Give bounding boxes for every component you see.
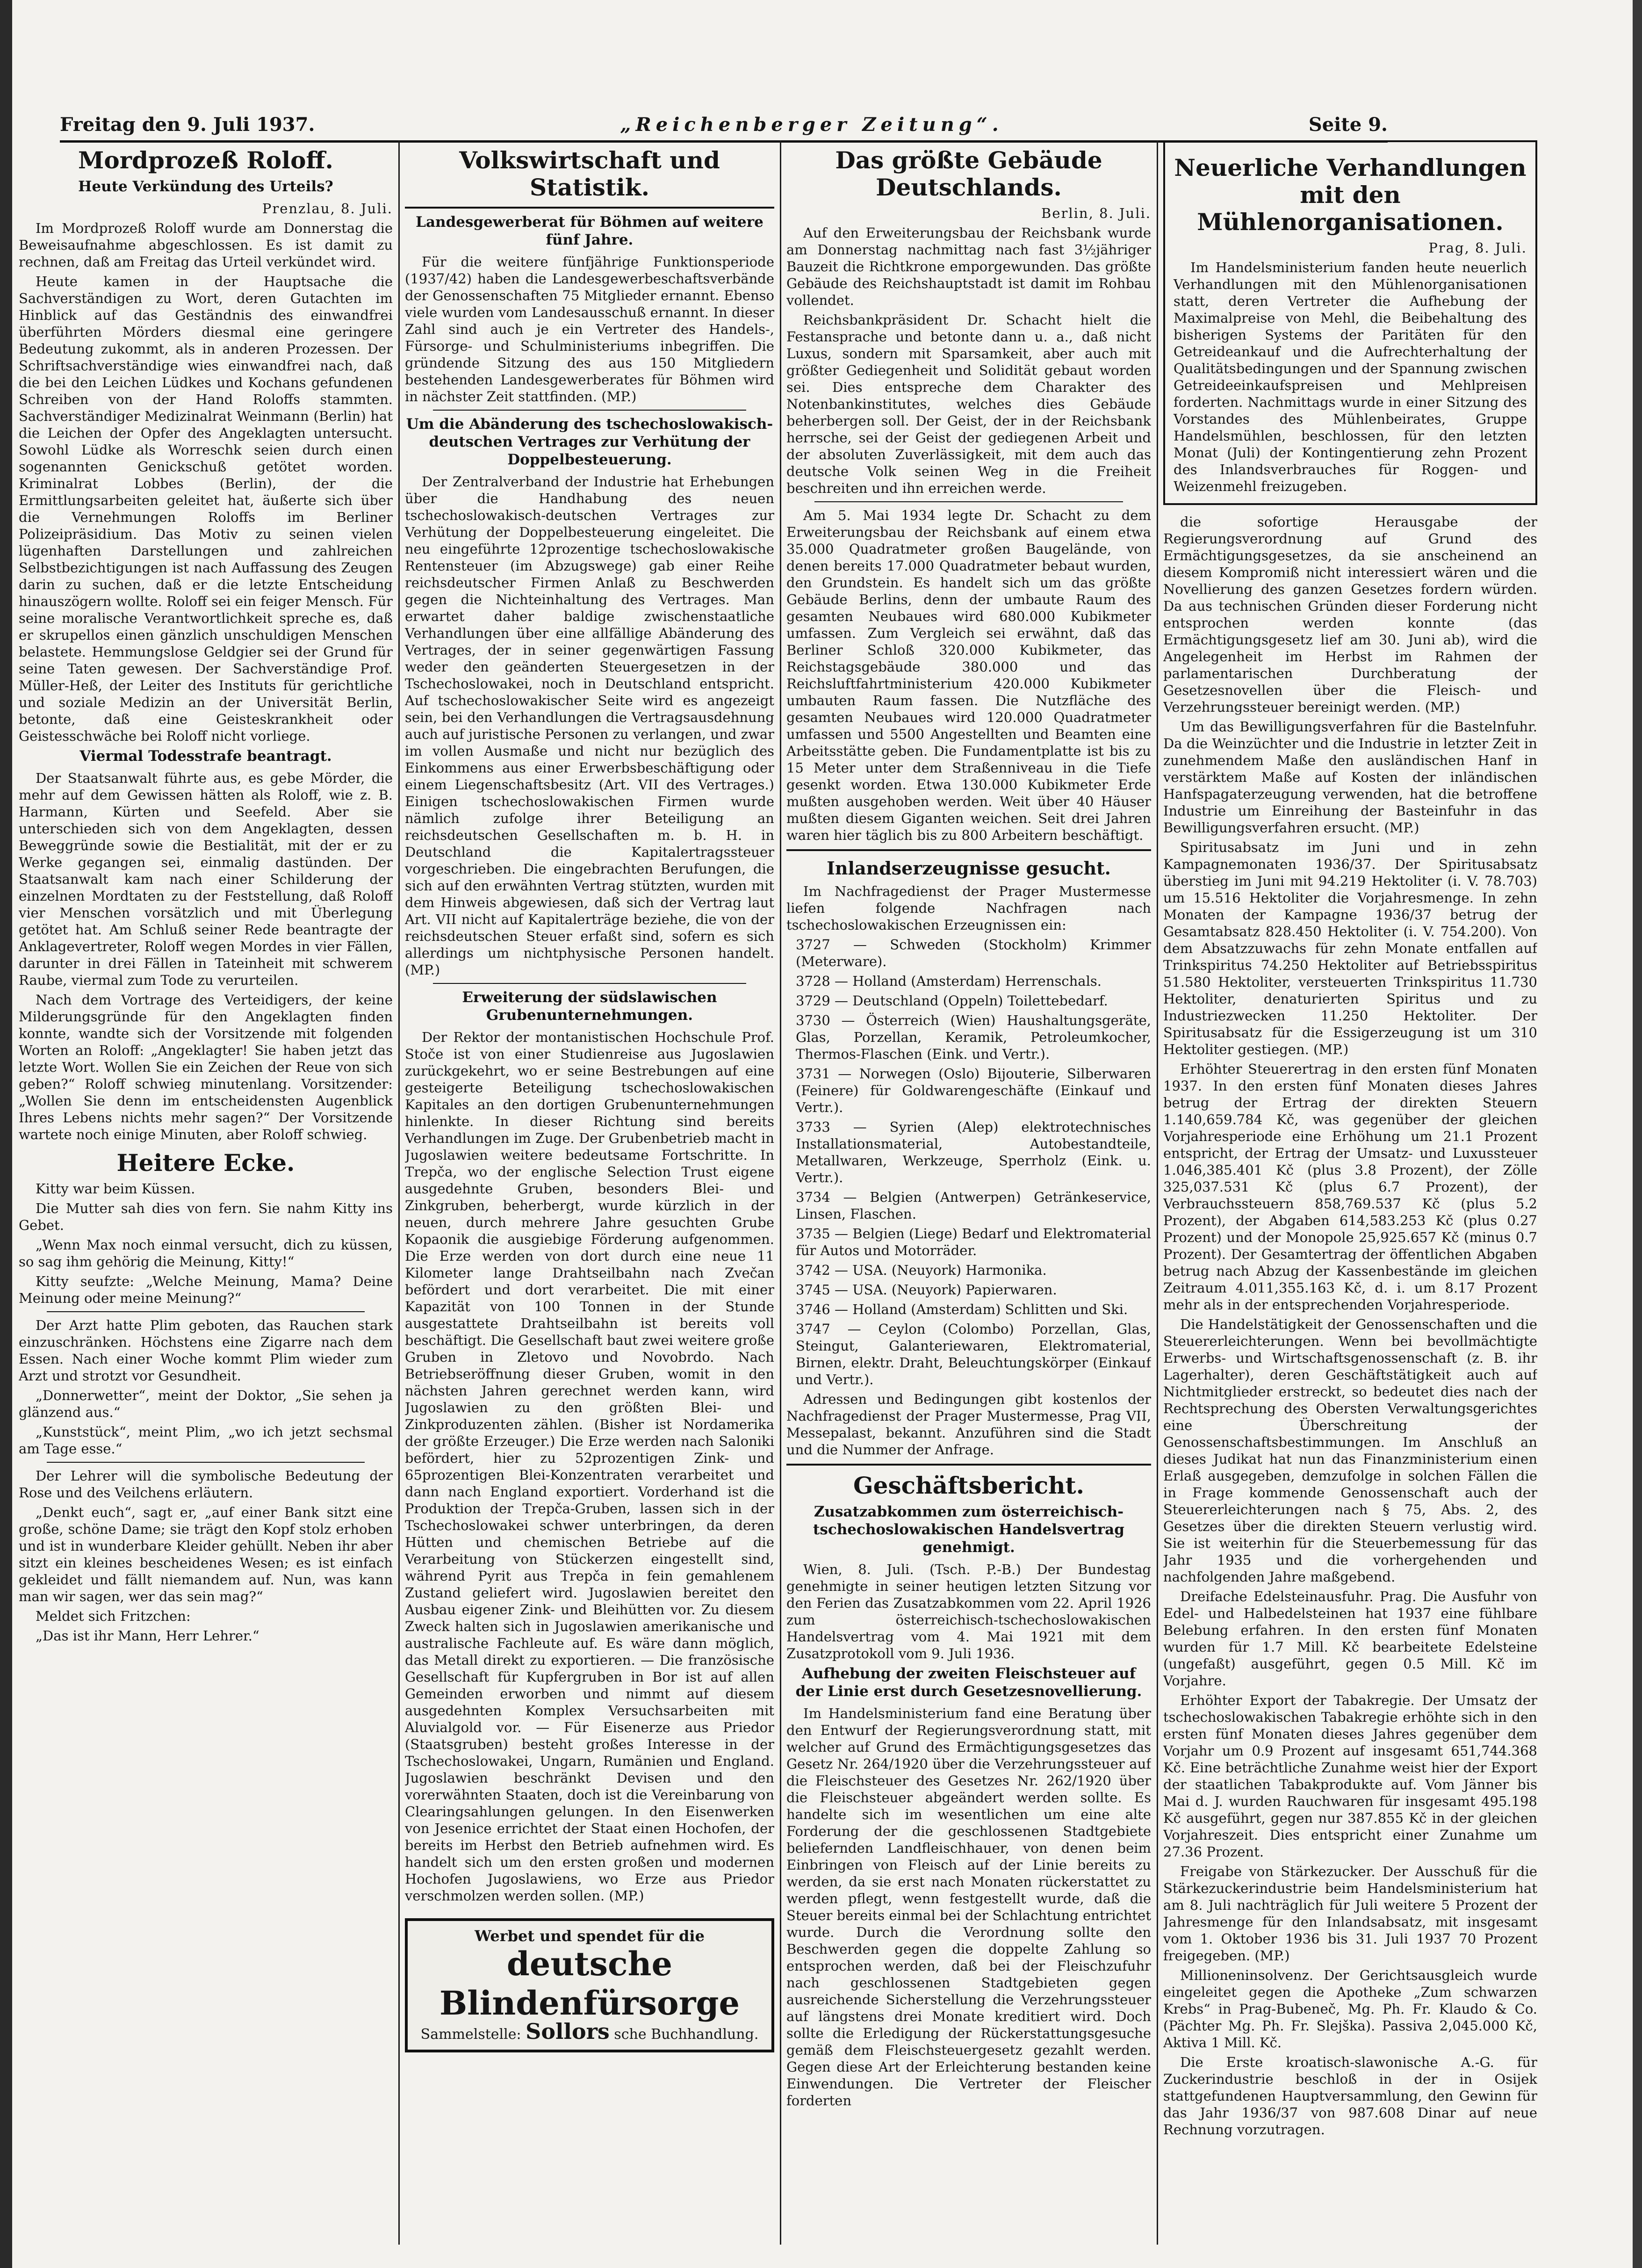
paragraph: Reichsbankpräsident Dr. Schacht hielt die Festansprache und betonte dann u. a., daß nicht Luxus, sondern mit Sparsamkeit, aber auch mit größter Gediegenheit und Solidität gebaut worden sei. Dies entspreche dem Charakter des Notenbankinstitutes, welches dies Gebäude beherbergen soll. Der Geist, der in der Reichsbank herrsche, sei der Geist der gediegenen Arbeit und der absoluten Zuverlässigkeit, mit dem auch das deutsche Volk seinen Weg in die Freiheit beschreiten und ihn erreichen werde. [786,312,1151,496]
list-item: 3746 — Holland (Amsterdam) Schlitten und Ski. [796,1301,1128,1317]
paragraph: Im Handelsministerium fanden heute neuerlich Verhandlungen mit den Mühlenorganisationen statt, deren Vertreter die Aufhebung der Maximalpreise von Mehl, die Beibehaltung des bisherigen Systems der Paritäten für den Getreideankauf und die Aufrechterhaltung der Qualitätsbedingungen und der Spannung zwischen Getreideeinkaufspreisen und Mehlpreisen forderten. Nachmittags wurde in einer Sitzung des Vorstandes des Mühlenbeirates, Gruppe Handelsmühlen, beschlossen, für den letzten Monat (Juli) der Kontingentierung zehn Prozent des Inlandsverbrauches für Roggen- und Weizenmehl freizugeben. [1174,260,1527,494]
article-title: Mordprozeß Roloff. [78,146,333,174]
paragraph: Im Handelsministerium fand eine Beratung über den Entwurf der Regierungsverordnung statt, mit welcher auf Grund des Ermächtigungsgesetzes das Gesetz Nr. 264/1920 über die Verzehrungssteuer auf die Fleischsteuer des Gesetzes Nr. 262/1920 über die Fleischsteuer abgeändert werden sollte. Es handelte sich im wesentlichen um eine alte Forderung der die geschlossenen Stadtgebiete beliefernden Landfleischhauer, von denen beim Einbringen von Fleisch auf der Linie bereits zu werden, da sie erst nach Monaten rückerstattet zu werden pflegt, wenn festgestellt wurde, daß die Steuer bereits einmal bei der Schlachtung entrichtet wurde. Durch die Verordnung sollte den Beschwerden gegen die doppelte Zahlung so entsprochen werden, daß bei der Fleischzufuhr nach geschlossenen Stadtgebieten gegen ausreichende Sicherstellung die Verzehrungssteuer auf längstens drei Monate kreditiert wird. Doch sollte die Erledigung der Rückerstattungsgesuche gemäß dem Fleischsteuergesetz gezahlt werden. Gegen diese Art der Erleichterung bestanden keine Einwendungen. Die Vertreter der Fleischer forderten [786,1705,1151,2109]
scan-left-edge [0,0,12,2268]
paragraph: Wien, 8. Juli. (Tsch. P.-B.) Der Bundestag genehmigte in seiner heutigen letzten Sitzung vor den Ferien das Zusatzabkommen vom 22. April 1926 zum österreichisch-tschechoslowakischen Handelsvertrag vom 4. Mai 1921 mit dem Zusatzprotokoll vom 9. Juli 1936. [786,1561,1151,1661]
paragraph: Um das Bewilligungsverfahren für die Bastelnfuhr. Da die Weinzüchter und die Industrie in letzter Zeit in zunehmendem Maße den ausländischen Hanf in verstärktem Maße auf Kosten der inländischen Hanfspagaterzeugung verwenden, hat die betroffene Industrie um Einreihung der Basteinfuhr in das Bewilligungsverfahren ersucht. (MP.) [1163,719,1537,836]
inquiry-list [786,936,1151,1388]
divider [433,983,746,984]
article-subtitle: Heute Verkündung des Urteils? [78,178,333,195]
boxed-article [1163,140,1537,505]
page-number: Seite 9. [1308,114,1388,136]
dateline: Prenzlau, 8. Juli. [262,201,393,217]
paper-title: „Reichenberger Zeitung“. [620,114,1003,136]
list-item: 3734 — Belgien (Antwerpen) Getränkeservice, Linsen, Flaschen. [796,1189,1151,1222]
column-rule [780,140,781,2245]
paragraph: Im Mordprozeß Roloff wurde am Donnerstag die Beweisaufnahme abgeschlossen. Es ist damit zu rechnen, daß am Freitag das Urteil verkündet wird. [19,220,393,270]
divider [47,1311,365,1312]
section-heading: Heitere Ecke. [116,1149,295,1177]
paragraph: Nach dem Vortrage des Verteidigers, der keine Milderungsgründe für den Angeklagten finden konnte, wandte sich der Vorsitzende mit folgenden Worten an Roloff: „Angeklagter! Sie haben jetzt das letzte Wort. Wollen Sie ein Zeichen der Reue von sich geben?“ Roloff schwieg minutenlang. Vorsitzender: „Wollen Sie denn im entscheidensten Augenblick Ihres Lebens nichts mehr sagen?“ Der Vorsitzende wartete noch einige Minuten, aber Roloff schwieg. [19,992,393,1142]
paragraph: „Donnerwetter“, meint der Doktor, „Sie sehen ja glänzend aus.“ [19,1387,393,1420]
paragraph: „Denkt euch“, sagt er, „auf einer Bank sitzt eine große, schöne Dame; sie trägt den Kopf stolz erhoben und ist in wunderbare Kleider gehüllt. Neben ihr aber sitzt ein kleines bescheidenes Wesen; es ist einfach gekleidet und fällt niemandem auf. Nun, was kann man wir sagen, wer das sein mag?“ [19,1504,393,1604]
paragraph: Der Staatsanwalt führte aus, es gebe Mörder, die mehr auf dem Gewissen hätten als Roloff, wie z. B. Harmann, Kürten und Seefeld. Aber sie unterschieden sich von dem Angeklagten, dessen Beweggründe sowie die Bestialität, mit der er zu Werke gegangen sei, einmalig dastünden. Der Staatsanwalt kam nach einer Schilderung der einzelnen Mordtaten zu der Feststellung, daß Roloff vier Menschen vorsätzlich und mit Überlegung getötet hat. Am Schluß seiner Rede beantragte der Anklagevertreter, Roloff wegen Mordes in vier Fällen, darunter in drei Fällen in Tateinheit mit schwerem Raube, viermal zum Tode zu verurteilen. [19,770,393,988]
article-heading: Zusatzabkommen zum österreichisch-tschechoslowakischen Handelsvertrag genehmigt. [813,1503,1124,1556]
section-title: Volkswirtschaft und Statistik. [459,146,720,201]
divider [814,501,1123,502]
paragraph: Der Rektor der montanistischen Hochschule Prof. Stoče ist von einer Studienreise aus Jugoslawien zurückgekehrt, wo er seine Bestrebungen auf eine gesteigerte Beteiligung tschechoslowakischen Kapitales an den dortigen Grubenunternehmungen hinlenkte. In dieser Richtung sind bereits Verhandlungen im Zuge. Der Grubenbetrieb macht in Jugoslawien weitere bedeutsame Fortschritte. In Trepča, wo der englische Selection Trust eigene ausgedehnte Gruben, besonders Blei- und Zinkgruben, beherbergt, wurde kürzlich in der neuen, durch mehrere Jahre gesuchten Grube Kopaonik die ausgiebige Förderung aufgenommen. Die Erze werden von dort durch eine neue 11 Kilometer lange Drahtseilbahn nach Zvečan befördert und dort verarbeitet. Die mit einer Kapazität von 100 Tonnen in der Stunde ausgestattete Drahtseilbahn ist bereits voll beschäftigt. Die Gesellschaft baut zwei weitere große Gruben in Zletovo und Novobrdo. Nach Betriebseröffnung dieser Gruben, womit in den nächsten Jahren gerechnet werden kann, wird Jugoslawien zu den größten Blei- und Zinkproduzenten zählen. (Bisher ist Nordamerika der größte Erzeuger.) Die Erze werden nach Saloniki befördert, hier zu 52prozentigen Zink- und 65prozentigen Blei-Konzentraten verarbeitet und dann nach England exportiert. Vorderhand ist die Produktion der Trepča-Gruben, lassen sich in der Tschechoslowakei schwer unterbringen, da deren Hütten und chemischen Betriebe auf die Verarbeitung von Stückerzen eingestellt sind, während Pyrit aus Trepča in fein gemahlenem Zustand geliefert wird. Jugoslawien bereitet den Ausbau eigener Zink- und Bleihütten vor. Zu diesem Zweck halten sich in Jugoslawien amerikanische und australische Fachleute auf. Es wäre dann möglich, das Metall direkt zu exportieren. — Die französische Gesellschaft für Kupfergruben in Bor ist auf allen Gemeinden erworben und nimmt auf diesem ausgedehnten Komplex Versuchsarbeiten mit Aluvialgold vor. — Für Eisenerze aus Priedor (Staatsgruben) besteht großes Interesse in der Tschechoslowakei, Ungarn, Rumänien und England. Jugoslawien beschränkt Devisen und den vorerwähnten Staaten, doch ist die Vereinbarung von Clearingsahlungen gelungen. In den Eisenwerken von Jesenice errichtet der Staat einen Hochofen, der bereits im Herbst den Betrieb aufnehmen wird. Es handelt sich um den ersten großen und modernen Hochofen Jugoslawiens, wo Erze aus Priedor verschmolzen werden sollen. (MP.) [405,1029,774,1904]
article-title: Neuerliche Verhandlungen mit den Mühlenorganisationen. [1174,154,1527,236]
paragraph: „Kunststück“, meint Plim, „wo ich jetzt sechsmal am Tage esse.“ [19,1424,393,1457]
paragraph: Der Zentralverband der Industrie hat Erhebungen über die Handhabung des neuen tschechoslowakisch-deutschen Vertrages zur Verhütung der Doppelbesteuerung eingeleitet. Die neu eingeführte 12prozentige tschechoslowakische Rentensteuer (im Abzugswege) gab einer Reihe reichsdeutscher Firmen Anlaß zu Beschwerden gegen die Nichteinhaltung des Vertrages. Man erwartet daher baldige zwischenstaatliche Verhandlungen über eine allfällige Abänderung des Vertrages, der in seiner gegenwärtigen Fassung weder den geänderten Steuergesetzen in der Tschechoslowakei, noch in Deutschland entspricht. Auf tschechoslowakischer Seite wird es angezeigt sein, bei den Verhandlungen die Vertragsausdehnung auch auf juristische Personen zu verlangen, und zwar im vollen Ausmaße und nicht nur bezüglich des Einkommens aus einer Erwerbsbeschäftigung oder einem Liegenschaftsbesitz (Art. VII des Vertrages.) Einigen tschechoslowakischen Firmen wurde nämlich zufolge ihrer Beteiligung an reichsdeutschen Gesellschaften m. b. H. in Deutschland die Kapitalertragssteuer vorgeschrieben. Die eingebrachten Berufungen, die sich auf den erwähnten Vertrag stützten, wurden mit dem Hinweis abgewiesen, daß sich der Vertrag laut Art. VII nicht auf Kapitalerträge beziehe, die von der reichsdeutschen Steuer erfaßt sind, sofern es sich allerdings um nichtphysische Personen handelt. (MP.) [405,474,774,978]
article-heading: Landesgewerberat für Böhmen auf weitere fünf Jahre. [416,214,763,248]
dateline: Berlin, 8. Juli. [1041,205,1151,221]
ad-line-1: Werbet und spendet für die [475,1927,705,1945]
paragraph: Freigabe von Stärkezucker. Der Ausschuß für die Stärkezuckerindustrie beim Handelsministerium hat am 8. Juli nachträglich für Juli weitere 5 Prozent der Jahresmenge für den Inlandsabsatz, mit insgesamt vom 1. Oktober 1936 bis 31. Juli 1937 70 Prozent freigegeben. (MP.) [1163,1864,1537,1964]
paragraph: Kitty war beim Küssen. [36,1181,195,1197]
paragraph: Auf den Erweiterungsbau der Reichsbank wurde am Donnerstag nachmittag nach fast 3½jähriger Bauzeit die Richtkrone emporgewunden. Das größte Gebäude des Reichshauptstadt ist damit im Rohbau vollendet. [786,225,1151,308]
paragraph: Für die weitere fünfjährige Funktionsperiode (1937/42) haben die Landesgewerbeschaftsverbände der Genossenschaften 75 Mitglieder ernannt. Ebenso viele wurden vom Landesausschuß ernannt. In dieser Zahl sind auch je ein Vertreter des Handels-, Fürsorge- und Schulministeriums inbegriffen. Die gründende Sitzung des aus 150 Mitgliedern bestehenden Landesgewerberates für Böhmen wird in nächster Zeit stattfinden. (MP.) [405,254,774,404]
article-heading: Inlandserzeugnisse gesucht. [827,858,1111,879]
column-3 [786,140,1151,2245]
divider [786,1464,1151,1466]
column-4 [1163,140,1537,2245]
ad-line-3: Sammelstelle: Sollors sche Buchhandlung. [420,2019,759,2044]
paragraph: Millioneninsolvenz. Der Gerichtsausgleich wurde eingeleitet gegen die Apotheke „Zum schwarzen Krebs“ in Prag-Bubeneč, Mg. Ph. Fr. Klaudo & Co. (Pächter Mg. Ph. Fr. Slejška). Passiva 2,045.000 Kč, Aktiva 1 Mill. Kč. [1163,1967,1537,2051]
article-heading: Um die Abänderung des tschechoslowakisch-deutschen Vertrages zur Verhütung der Doppelbesteuerung. [406,416,773,468]
paragraph: Kitty seufzte: „Welche Meinung, Mama? Deine Meinung oder meine Meinung?“ [19,1273,393,1306]
paragraph: Die Handelstätigkeit der Genossenschaften und die Steuererleichterungen. Wenn bei bevollmächtigte Erwerbs- und Wirtschaftsgenossenschaft (z. B. ihr Lagerhalter), deren Geschäftstätigkeit auch auf Nichtmitglieder erstreckt, so bedeutet dies nach der Rechtsprechung des Obersten Verwaltungsgerichtes eine Überschreitung der Genossenschaftsbestimmungen. Im Anschluß an dieses Judikat hat nun das Finanzministerium einen Erlaß ausgegeben, demzufolge in solchen Fällen die in Frage kommende Genossenschaft auch der Steuererleichterungen nach § 75, Abs. 2, des Gesetzes über die direkten Steuern verlustig wird. Sie ist weiterhin für die Steuerbemessung für das Jahr 1935 und die vorhergehenden und nachfolgenden Jahre maßgebend. [1163,1316,1537,1585]
column-rule [1157,140,1158,2245]
list-item: 3745 — USA. (Neuyork) Papierwaren. [796,1282,1057,1298]
column-rule [398,140,400,2245]
paragraph: „Das ist ihr Mann, Herr Lehrer.“ [36,1628,259,1644]
list-item: 3730 — Österreich (Wien) Haushaltungsgeräte, Glas, Porzellan, Keramik, Petroleumkocher, Thermos-Flaschen (Eink. und Vertr.). [796,1012,1151,1062]
list-item: 3733 — Syrien (Alep) elektrotechnisches Installationsmaterial, Autobestandteile, Metallwaren, Werkzeuge, Sperrholz (Eink. u. Vertr.). [796,1119,1151,1185]
section-heading: Viermal Todesstrafe beantragt. [79,748,332,765]
divider [405,207,774,209]
paragraph: Dreifache Edelsteinausfuhr. Prag. Die Ausfuhr von Edel- und Halbedelsteinen hat 1937 eine fühlbare Belebung erfahren. In den ersten fünf Monaten wurden für 1.7 Mill. Kč bearbeitete Edelsteine (ungefaßt) ausgeführt, gegen 0.5 Mill. Kč im Vorjahre. [1163,1589,1537,1689]
list-item: 3747 — Ceylon (Colombo) Porzellan, Glas, Steingut, Galanteriewaren, Elektromaterial, Birnen, elektr. Draht, Beleuchtungskörper (Einkauf und Vertr.). [796,1321,1151,1387]
column-2 [405,140,774,2245]
paragraph: Erhöhter Steuerertrag in den ersten fünf Monaten 1937. In den ersten fünf Monaten dieses Jahres betrug der Ertrag der direkten Steuern 1.140,659.784 Kč, was gegenüber der gleichen Vorjahresperiode eine Erhöhung um 21.1 Prozent entspricht, der Ertrag der Umsatz- und Luxussteuer 1.046,385.401 Kč (plus 3.8 Prozent), der Zölle 325,037.531 Kč (plus 6.7 Prozent), der Verbrauchssteuern 858,769.537 Kč (plus 5.2 Prozent), der Abgaben 614,583.253 Kč (plus 0.27 Prozent) und der Monopole 25,925.657 Kč (minus 0.7 Prozent). Der Gesamtertrag der öffentlichen Abgaben betrug nach Abzug der Kassenbestände im gleichen Zeitraum 4.011,355.163 Kč, d. i. um 8.17 Prozent mehr als in der entsprechenden Vorjahresperiode. [1163,1061,1537,1313]
dateline: Prag, 8. Juli. [1428,240,1527,256]
paragraph: Im Nachfragedienst der Prager Mustermesse liefen folgende Nachfragen nach tschechoslowakischen Erzeugnissen ein: [786,883,1151,933]
divider [433,410,746,411]
list-item: 3727 — Schweden (Stockholm) Krimmer (Meterware). [796,937,1151,969]
divider [47,1462,365,1463]
paragraph: Der Arzt hatte Plim geboten, das Rauchen stark einzuschränken. Höchstens eine Zigarre nach dem Essen. Nach einer Woche kommt Plim wieder zum Arzt und strotzt vor Gesundheit. [19,1317,393,1384]
paragraph: Die Erste kroatisch-slawonische A.-G. für Zuckerindustrie beschloß in der in Osijek stattgefundenen Hauptversammlung, den Gewinn für das Jahr 1936/37 von 987.608 Dinar auf neue Rechnung vorzutragen. [1163,2054,1537,2138]
paragraph: Spiritusabsatz im Juni und in zehn Kampagnemonaten 1936/37. Der Spiritusabsatz überstieg im Juni mit 94.219 Hektoliter (i. V. 78.703) um 15.516 Hektoliter die Vorjahresmenge. In zehn Monaten der Kampagne 1936/37 betrug der Gesamtabsatz 828.450 Hektoliter (i. V. 754.200). Von dem Absatzzuwachs für zehn Monate entfallen auf Trinkspiritus 74.250 Hektoliter auf Betriebsspiritus 51.580 Hektoliter, versteuerten Trinkspiritus 11.730 Hektoliter, denaturierten Spiritus und zu Industriezwecken 11.250 Hektoliter. Der Spiritusabsatz für die Essigerzeugung ist um 310 Hektoliter gestiegen. (MP.) [1163,839,1537,1057]
list-item: 3728 — Holland (Amsterdam) Herrenschals. [796,973,1102,989]
masthead [60,94,1388,143]
paragraph: Adressen und Bedingungen gibt kostenlos der Nachfragedienst der Prager Mustermesse, Prag VII, Messepalast, bekannt. Anzuführen sind die Stadt und die Nummer der Anfrage. [786,1391,1151,1458]
paragraph: Die Mutter sah dies von fern. Sie nahm Kitty ins Gebet. [19,1200,393,1233]
ad-headline: deutsche Blindenfürsorge [439,1944,740,2022]
list-item: 3729 — Deutschland (Oppeln) Toilettebedarf. [796,993,1108,1009]
paragraph: Meldet sich Fritzchen: [36,1608,191,1624]
article-heading: Aufhebung der zweiten Fleischsteuer auf der Linie erst durch Gesetzesnovellierung. [795,1665,1142,1700]
article-title: Das größte Gebäude Deutschlands. [835,146,1102,201]
paragraph: Heute kamen in der Hauptsache die Sachverständigen zu Wort, deren Gutachten im Hinblick auf das Geständnis des einwandfrei überführten Mörders diesmal eine geringere Bedeutung zukommt, als in anderen Prozessen. Der Schriftsachverständige wies einwandfrei nach, daß die bei den Leichen Lüdkes und Kochans gefundenen Schreiben von der Hand Roloffs stammten. Sachverständiger Medizinalrat Weinmann (Berlin) hat die Leichen der Opfer des Angeklagten untersucht. Sowohl Lüdke als Worreschk seien durch einen sogenannten Genickschuß getötet worden. Kriminalrat Lobbes (Berlin), der die Ermittlungsarbeiten geleitet hat, äußerte sich über die Vernehmungen Roloffs im Berliner Polizeipräsidium. Das Motiv zu seinen vielen lügenhaften Darstellungen und zahlreichen Selbstbezichtigungen ist nach Auffassung des Zeugen darin zu suchen, daß er die letzte Entscheidung hinauszögern wollte. Roloff sei ein feiger Mensch. Für seine moralische Verantwortlichkeit spreche es, daß er skrupellos einen gänzlich unschuldigen Menschen belastete. Hemmungslose Geldgier sei der Grund für seine Taten gewesen. Der Sachverständige Prof. Müller-Heß, der Leiter des Instituts für gerichtliche und soziale Medizin an der Universität Berlin, betonte, daß eine Geisteskrankheit oder Geistesschwäche bei Roloff nicht vorliege. [19,274,393,744]
list-item: 3742 — USA. (Neuyork) Harmonika. [796,1262,1047,1278]
scan-right-edge [1633,0,1642,2268]
divider [786,849,1151,851]
paragraph: die sofortige Herausgabe der Regierungsverordnung auf Grund des Ermächtigungsgesetzes, da sie anscheinend an diesem Kompromiß nicht interessiert wären und die Novellierung des ganzen Gesetzes fordern würden. Da aus technischen Gründen dieser Forderung nicht entsprochen werden konnte (das Ermächtigungsgesetz lief am 30. Juni ab), wird die Angelegenheit im Herbst im Rahmen der parlamentarischen Durchberatung der Gesetzesnovellen über die Fleisch- und Verzehrungssteuer bereinigt werden. (MP.) [1163,514,1537,715]
paragraph: „Wenn Max noch einmal versucht, dich zu küssen, so sag ihm gehörig die Meinung, Kitty!“ [19,1237,393,1270]
column-1 [19,140,393,2245]
paragraph: Am 5. Mai 1934 legte Dr. Schacht zu dem Erweiterungsbau der Reichsbank auf einem etwa 35.000 Quadratmeter großen Baugelände, von denen bereits 17.000 Quadratmeter bebaut wurden, den Grundstein. Es handelt sich um das größte Gebäude Berlins, denn der umbaute Raum des gesamten Neubaues wird 680.000 Kubikmeter umfassen. Zum Vergleich sei erwähnt, daß das Berliner Schloß 320.000 Kubikmeter, das Reichstagsgebäude 380.000 und das Reichsluftfahrtministerium 420.000 Kubikmeter umbauten Raum fassen. Die Nutzfläche des gesamten Neubaues wird 120.000 Quadratmeter umfassen und 5500 Angestellten und Beamten eine Arbeitsstätte geben. Die Fundamentplatte ist bis zu 15 Meter unter dem Straßenniveau in die Tiefe gesenkt worden. Etwa 130.000 Kubikmeter Erde mußten ausgehoben werden. Weit über 40 Häuser mußten diesem Giganten weichen. Seit drei Jahren waren hier täglich bis zu 800 Arbeitern beschäftigt. [786,507,1151,843]
paragraph: Der Lehrer will die symbolische Bedeutung der Rose und des Veilchens erläutern. [19,1468,393,1501]
issue-date: Freitag den 9. Juli 1937. [60,114,315,136]
paragraph: Erhöhter Export der Tabakregie. Der Umsatz der tschechoslowakischen Tabakregie erhöhte sich in den ersten fünf Monaten dieses Jahres gegenüber dem Vorjahr um 0.9 Prozent auf insgesamt 651,744.368 Kč. Eine beträchtliche Zunahme weist hier der Export der staatlichen Tabakprodukte auf. Vom Jänner bis Mai d. J. wurden Rauchwaren für insgesamt 495.198 Kč ausgeführt, gegen nur 387.855 Kč in der gleichen Vorjahreszeit. Dies entspricht einer Zunahme um 27.36 Prozent. [1163,1692,1537,1860]
blind-welfare-advertisement [405,1918,774,2052]
section-title: Geschäftsbericht. [853,1472,1085,1499]
article-heading: Erweiterung der südslawischen Grubenunternehmungen. [462,989,717,1024]
list-item: 3731 — Norwegen (Oslo) Bijouterie, Silberwaren (Feinere) für Goldwarengeschäfte (Einkauf und Vertr.). [796,1066,1151,1115]
list-item: 3735 — Belgien (Liege) Bedarf und Elektromaterial für Autos und Motorräder. [796,1226,1151,1258]
